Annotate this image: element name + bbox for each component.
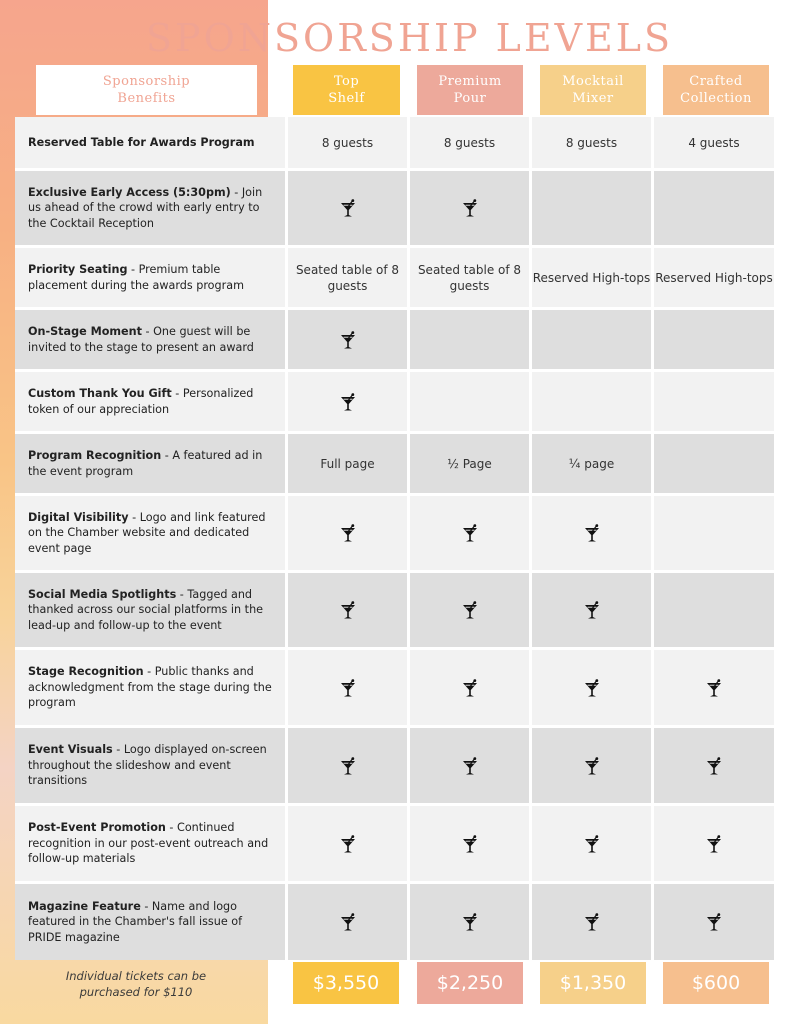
- header-top-shelf-line1: Top: [333, 74, 360, 89]
- martini-icon: [288, 310, 407, 369]
- martini-icon: [288, 496, 407, 570]
- benefit-description: - A featured ad in the event program: [28, 449, 263, 478]
- level-value-cell: 8 guests: [410, 117, 529, 168]
- level-value-cell: ¼ page: [532, 434, 651, 493]
- header-premium-pour: [417, 65, 523, 115]
- header-mocktail-mixer: [540, 65, 646, 115]
- price-mocktail-mixer: $1,350: [540, 962, 646, 1004]
- level-value-cell: [532, 171, 651, 245]
- page-title: SPONSORSHIP LEVELS: [146, 16, 674, 60]
- level-value-cell: [532, 372, 651, 431]
- benefit-title: Custom Thank You Gift: [28, 387, 172, 400]
- level-value-cell: 8 guests: [288, 117, 407, 168]
- martini-icon: [532, 728, 651, 803]
- sponsorship-table: [15, 117, 775, 960]
- martini-icon: [410, 806, 529, 881]
- benefit-cell: [15, 573, 285, 647]
- benefit-title: Social Media Spotlights: [28, 587, 177, 601]
- level-value-cell: ½ Page: [410, 434, 529, 493]
- martini-icon: [288, 372, 407, 431]
- benefit-cell: [15, 806, 285, 881]
- table-row: [15, 372, 775, 431]
- martini-icon: [532, 496, 651, 570]
- benefit-cell: [15, 434, 285, 493]
- header-mocktail-mixer-line2: Mixer: [572, 91, 614, 106]
- martini-icon: [654, 806, 774, 881]
- table-row: [15, 650, 775, 725]
- martini-icon: [654, 650, 774, 725]
- martini-icon: [654, 728, 774, 803]
- level-value-cell: Full page: [288, 434, 407, 493]
- table-row: [15, 248, 775, 307]
- header-premium-pour-line1: Premium: [438, 74, 502, 89]
- header-crafted-collection: [663, 65, 769, 115]
- martini-icon: [532, 573, 651, 647]
- benefit-description: - Public thanks and acknowledgment from the stage during the program: [28, 665, 272, 710]
- benefit-title: Digital Visibility: [28, 510, 129, 524]
- table-row: [15, 573, 775, 647]
- level-value-cell: [654, 171, 774, 245]
- header-benefits-line1: Sponsorship: [102, 74, 191, 89]
- martini-icon: [288, 650, 407, 725]
- level-value-cell: Seated table of 8 guests: [288, 248, 407, 307]
- benefit-description: - Continued recognition in our post-event outreach and follow-up materials: [28, 821, 269, 866]
- benefit-description: - Logo displayed on-screen throughout the slideshow and event transitions: [28, 743, 267, 788]
- price-premium-pour: $2,250: [417, 962, 523, 1004]
- level-value-cell: [654, 372, 774, 431]
- individual-ticket-note: Individual tickets can be purchased for $110: [65, 969, 207, 999]
- benefit-cell: [15, 372, 285, 431]
- benefit-cell: [15, 884, 285, 960]
- benefit-description: - Tagged and thanked across our social platforms in the lead-up and follow-up to the event: [28, 587, 264, 632]
- level-value-cell: 4 guests: [654, 117, 774, 168]
- benefit-title: Magazine Feature: [28, 899, 141, 913]
- martini-icon: [532, 650, 651, 725]
- level-value-cell: Reserved High-tops: [532, 248, 651, 307]
- martini-icon: [288, 171, 407, 245]
- level-value-cell: Reserved High-tops: [654, 248, 774, 307]
- level-value-cell: [410, 372, 529, 431]
- benefit-cell: [15, 650, 285, 725]
- table-row: [15, 434, 775, 493]
- table-row: [15, 117, 775, 168]
- level-value-cell: [654, 496, 774, 570]
- benefit-title: Reserved Table for Awards Program: [28, 135, 255, 149]
- benefit-title: Event Visuals: [28, 743, 113, 757]
- table-row: [15, 171, 775, 245]
- benefit-title: Exclusive Early Access (5:30pm): [28, 185, 231, 199]
- table-row: [15, 884, 775, 960]
- martini-icon: [410, 650, 529, 725]
- header-sponsorship-benefits: [36, 65, 257, 115]
- martini-icon: [532, 806, 651, 881]
- level-value-cell: 8 guests: [532, 117, 651, 168]
- benefit-title: On-Stage Moment: [28, 325, 142, 338]
- header-benefits-line2: Benefits: [117, 91, 176, 106]
- martini-icon: [288, 573, 407, 647]
- benefit-cell: [15, 248, 285, 307]
- benefit-description: - Logo and link featured on the Chamber website and dedicated event page: [28, 510, 266, 555]
- header-crafted-collection-line2: Collection: [680, 91, 752, 106]
- martini-icon: [654, 884, 774, 960]
- table-row: [15, 806, 775, 881]
- table-row: [15, 728, 775, 803]
- level-value-cell: [654, 573, 774, 647]
- level-value-cell: [654, 434, 774, 493]
- table-row: [15, 496, 775, 570]
- benefit-cell: [15, 728, 285, 803]
- header-crafted-collection-line1: Crafted: [689, 74, 743, 89]
- benefit-description: - One guest will be invited to the stage to present an award: [28, 325, 254, 354]
- table-row: [15, 310, 775, 369]
- level-value-cell: [410, 310, 529, 369]
- martini-icon: [410, 171, 529, 245]
- benefit-title: Program Recognition: [28, 449, 162, 462]
- benefit-cell: [15, 171, 285, 245]
- price-crafted-collection: $600: [663, 962, 769, 1004]
- martini-icon: [288, 806, 407, 881]
- benefit-description: - Join us ahead of the crowd with early entry to the Cocktail Reception: [28, 185, 263, 230]
- header-top-shelf: [293, 65, 400, 115]
- martini-icon: [532, 884, 651, 960]
- benefit-title: Post-Event Promotion: [28, 821, 166, 835]
- benefit-description: - Name and logo featured in the Chamber's fall issue of PRIDE magazine: [28, 899, 243, 944]
- benefit-description: - Personalized token of our appreciation: [28, 387, 254, 416]
- benefit-cell: [15, 117, 285, 168]
- level-value-cell: Seated table of 8 guests: [410, 248, 529, 307]
- price-top-shelf: $3,550: [293, 962, 399, 1004]
- martini-icon: [410, 573, 529, 647]
- martini-icon: [410, 884, 529, 960]
- benefit-title: Priority Seating: [28, 263, 128, 276]
- benefit-description: - Premium table placement during the awards program: [28, 263, 244, 292]
- benefit-title: Stage Recognition: [28, 665, 144, 679]
- benefit-cell: [15, 310, 285, 369]
- martini-icon: [288, 884, 407, 960]
- benefit-cell: [15, 496, 285, 570]
- header-premium-pour-line2: Pour: [453, 91, 487, 106]
- martini-icon: [410, 496, 529, 570]
- martini-icon: [410, 728, 529, 803]
- level-value-cell: [532, 310, 651, 369]
- header-mocktail-mixer-line1: Mocktail: [562, 74, 624, 89]
- martini-icon: [288, 728, 407, 803]
- level-value-cell: [654, 310, 774, 369]
- header-top-shelf-line2: Shelf: [328, 91, 365, 106]
